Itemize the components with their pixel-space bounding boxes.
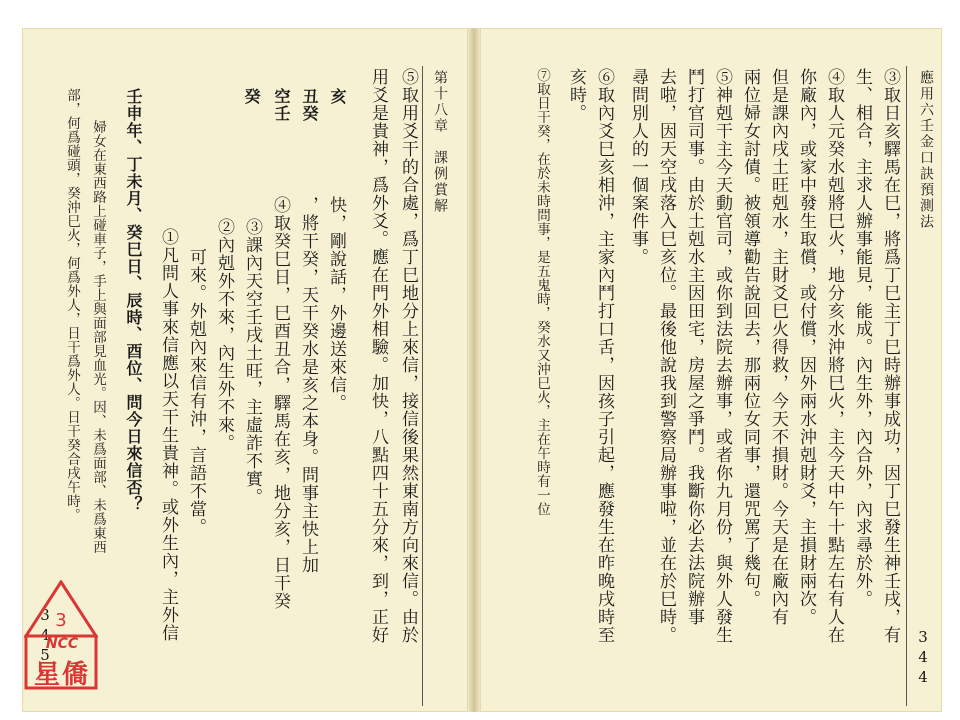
stamp-line1: NCC — [45, 636, 79, 652]
right-running-head: 應用六壬金口訣預測法 — [918, 70, 934, 230]
left-item-line: 用爻是貴神，爲外爻。應在門外相驗。加快，八點四十五分來，到，正好 — [368, 68, 388, 644]
continuation-line: 部，何爲碰頭，癸沖巳火，何爲外人，日干爲外人。日干癸合戌午時。 — [64, 88, 80, 522]
left-item-line: 可來。外剋內來信有沖，言語不當。 — [186, 248, 206, 536]
svg-text:3: 3 — [55, 610, 67, 631]
ke-label: 丑癸 — [300, 88, 319, 122]
left-item-line: ⑤取用爻干的合處，爲丁巳地分上來信，接信後果然東南方向來信。由於 — [398, 68, 418, 644]
ke-label: 空壬 — [272, 88, 291, 122]
right-text-line: 亥時。 — [566, 68, 586, 122]
book-gutter — [468, 28, 480, 712]
right-text-line: 但是課內戌土旺剋水，主財爻巳火得救，今天不損財。今天是在廠內有 — [768, 68, 788, 626]
right-text-line: 你廠內，或家中發生取償，或付償，因外兩水沖剋財爻，主損財兩次。 — [796, 68, 816, 626]
right-text-line: 鬥打官司事。由於土剋水主因田宅，房屋之爭鬥。我斷你必去法院辦事 — [684, 68, 704, 626]
right-text-line: ③取日亥驛馬在巳，將爲丁巳主丁巳時辦事成功，因丁巳發生神壬戌，有 — [880, 68, 900, 644]
right-page-number: 344 — [914, 628, 932, 688]
right-page — [480, 28, 942, 712]
left-header-rule — [422, 66, 423, 706]
left-item-line: ③課內天空壬戌土旺，主虛詐不實。 — [242, 218, 262, 506]
stamp-logo — [24, 580, 98, 690]
right-text-line: 尋問別人的一個案件事。 — [628, 68, 648, 266]
right-header-rule — [906, 66, 907, 706]
left-item-line: ，將干癸，天干癸水是亥之本身。問事主快上加 — [298, 196, 318, 574]
right-text-line: ⑦取日干癸，在於未時問事，是五鬼時，癸水又沖巳火，主在午時有一位 — [534, 68, 550, 516]
ke-label: 亥 — [328, 88, 347, 105]
left-item-line: 快，剛說話，外邊送來信。 — [326, 196, 346, 412]
case-header: 壬申年、丁未月、癸巳日、辰時、酉位、問今日來信否？ — [124, 88, 143, 513]
right-text-line: ⑤神剋干主今天動官司，或你到法院去辦事，或者你九月份，與外人發生 — [712, 68, 732, 644]
right-text-line: ⑥取內爻巳亥相沖，主家內鬥打口舌，因孩子引起，應發生在昨晚戌時至 — [594, 68, 614, 644]
right-text-line: 兩位婦女討債。被領導勸告說回去，那兩位女同事，還咒罵了幾句。 — [740, 68, 760, 608]
ke-label: 癸 — [242, 88, 261, 105]
continuation-line: 婦女在東西路上碰車子，手上與面部見血光。因、未爲面部、未爲東西 — [90, 120, 106, 554]
right-text-line: 去啦，因天空戌落入巳亥位。最後他說我到警察局辦事啦，並在於巳時。 — [656, 68, 676, 644]
left-item-line: ④取癸巳日，巳酉丑合，驛馬在亥，地分亥，日干癸 — [270, 196, 290, 610]
left-running-head: 第十八章 課例賞解 — [432, 70, 448, 214]
left-item-line: ②內剋外不來，內生外不來。 — [214, 218, 234, 452]
right-text-line: 生、相合，主求人辦事能見，能成。內生外，內合外，內求尋於外。 — [852, 68, 872, 608]
left-item-line: ①凡問人事來信應以天干生貴神。或外生內，主外信 — [158, 228, 178, 642]
stamp-line2: 星僑 — [33, 660, 90, 690]
left-page-number: 345 — [36, 606, 54, 666]
book-spread — [22, 28, 942, 712]
right-text-line: ④取人元癸水剋將巳火，地分亥水沖將巳火，主今天中午十點左右有人在 — [824, 68, 844, 644]
